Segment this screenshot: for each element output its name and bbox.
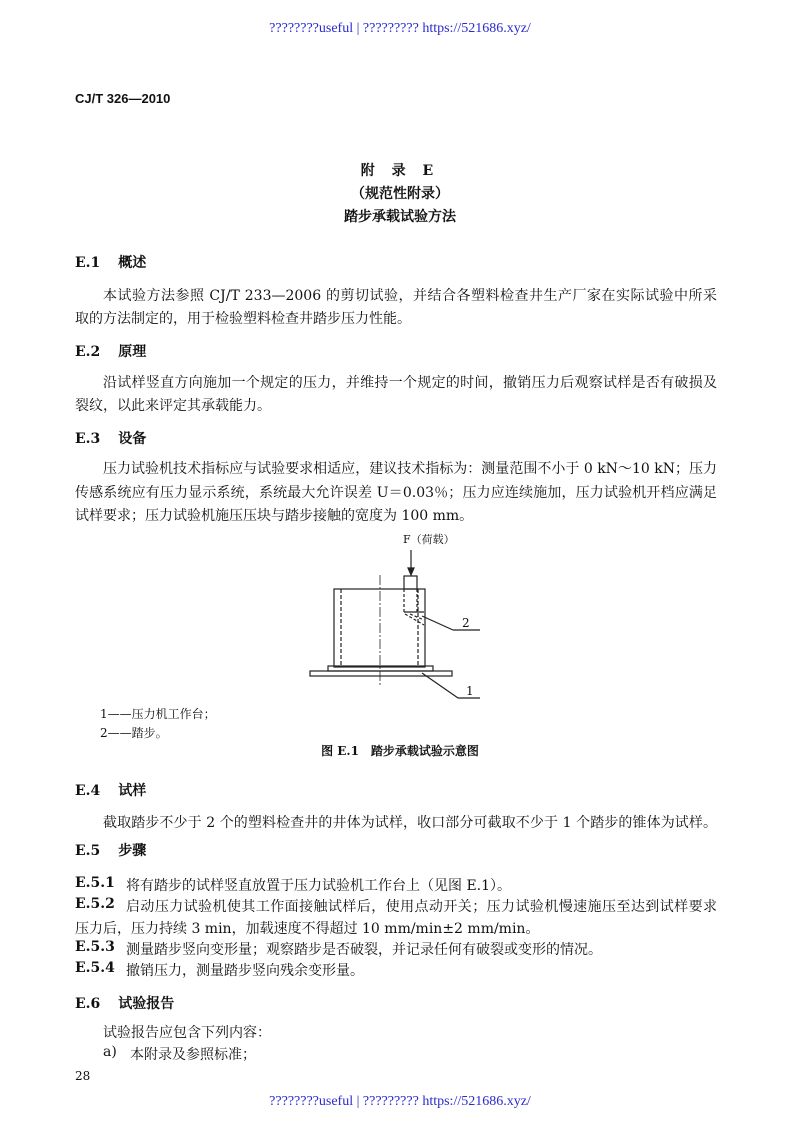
step-number: E.5.4: [75, 960, 115, 976]
callout-1: 1: [466, 684, 474, 698]
watermark-link-top[interactable]: ????????useful | ????????? https://521686.xyz/: [269, 21, 531, 36]
section-heading-e5: E.5 步骤: [75, 843, 147, 859]
figure-caption: 图 E.1 踏步承载试验示意图: [321, 744, 479, 758]
standard-header: CJ/T 326—2010: [75, 91, 171, 106]
paragraph-line: 截取踏步不少于 2 个的塑料检查井的井体为试样，收口部分可截取不少于 1 个踏步的锥体为试样。: [103, 815, 717, 831]
paragraph-line: 压力试验机技术指标应与试验要求相适应，建议技术指标为：测量范围不小于 0 kN～10 kN；压力: [103, 461, 717, 477]
figure-e1-diagram: [290, 530, 510, 710]
paragraph-line: 传感系统应有压力显示系统，系统最大允许误差 U＝0.03％；压力应连续施加，压力试验机开档应满足: [75, 485, 717, 501]
section-heading-e3: E.3 设备: [75, 431, 147, 447]
step-text: 压力后，压力持续 3 min，加载速度不得超过 10 mm/min±2 mm/min。: [75, 921, 540, 937]
section-heading-e4: E.4 试样: [75, 783, 147, 799]
watermark-link-bottom[interactable]: ????????useful | ????????? https://521686.xyz/: [269, 1094, 531, 1109]
section-heading-e2: E.2 原理: [75, 344, 147, 360]
list-item-text: 本附录及参照标准；: [130, 1047, 256, 1063]
paragraph-line: 沿试样竖直方向施加一个规定的压力，并维持一个规定的时间，撤销压力后观察试样是否有破损及: [103, 375, 717, 391]
figure-legend-item: 1——压力机工作台；: [100, 707, 216, 721]
paragraph-line: 裂纹，以此来评定其承载能力。: [75, 398, 271, 414]
page-number: 28: [75, 1069, 91, 1083]
load-label: F（荷载）: [403, 533, 455, 546]
annex-name: 踏步承载试验方法: [344, 209, 456, 225]
paragraph-line: 本试验方法参照 CJ/T 233—2006 的剪切试验，并结合各塑料检查井生产厂家在实际试验中所采: [103, 288, 717, 304]
list-item-marker: a): [103, 1044, 117, 1060]
paragraph-line: 试验报告应包含下列内容：: [103, 1025, 271, 1041]
step-text: 启动压力试验机使其工作面接触试样后，使用点动开关；压力试验机慢速施压至达到试样要求: [126, 899, 717, 915]
step-text: 测量踏步竖向变形量；观察踏步是否破裂，并记录任何有破裂或变形的情况。: [126, 942, 602, 958]
step-number: E.5.1: [75, 875, 115, 891]
step-text: 将有踏步的试样竖直放置于压力试验机工作台上（见图 E.1）。: [126, 878, 512, 894]
annex-title: 附 录 E: [360, 163, 440, 179]
section-heading-e1: E.1 概述: [75, 255, 147, 271]
step-number: E.5.2: [75, 896, 115, 912]
paragraph-line: 试样要求；压力试验机施压压块与踏步接触的宽度为 100 mm。: [75, 508, 474, 524]
section-heading-e6: E.6 试验报告: [75, 996, 175, 1012]
figure-legend-item: 2——踏步。: [100, 726, 168, 740]
step-text: 撤销压力，测量踏步竖向残余变形量。: [126, 963, 364, 979]
step-number: E.5.3: [75, 939, 115, 955]
callout-2: 2: [462, 616, 470, 630]
annex-type: （规范性附录）: [351, 186, 449, 202]
paragraph-line: 取的方法制定的，用于检验塑料检查井踏步压力性能。: [75, 311, 411, 327]
